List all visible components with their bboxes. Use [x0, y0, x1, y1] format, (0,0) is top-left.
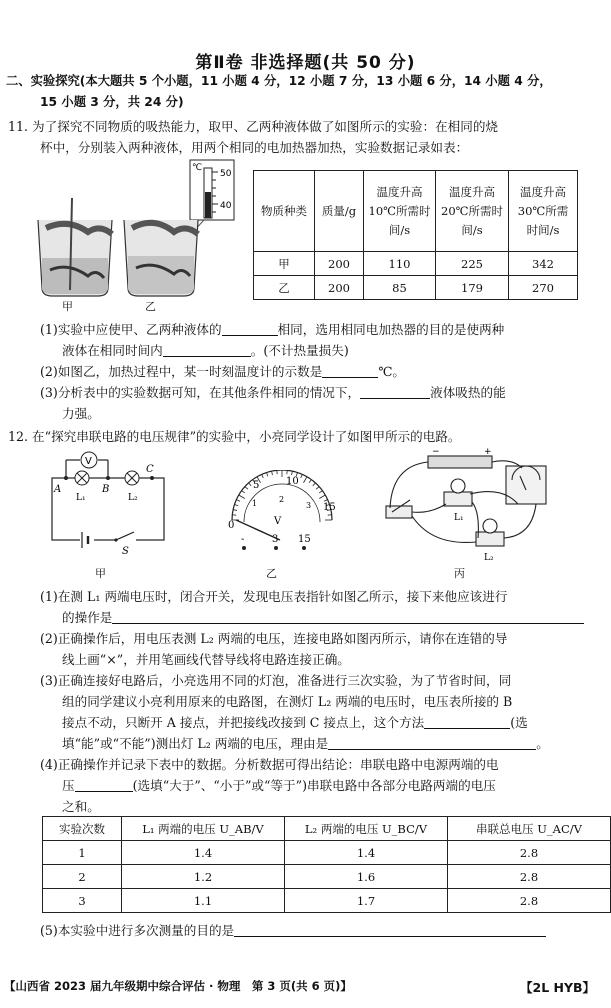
beaker-jia	[38, 198, 112, 296]
q12-sub4-cont2: 之和。	[62, 799, 100, 814]
table-row: 乙 200 85 179 270	[254, 276, 578, 300]
table-row: 2 1.2 1.6 2.8	[43, 865, 611, 889]
answer-blank[interactable]	[322, 363, 378, 378]
dial-tick	[242, 491, 245, 493]
q12-data-table	[42, 816, 611, 913]
dial-tick	[236, 500, 240, 502]
q12-header-uac: 串联总电压 U_AC/V	[448, 817, 611, 841]
fig-label-bing: 丙	[454, 567, 465, 580]
dial-tick	[234, 505, 238, 506]
lamp-l1-base	[444, 492, 472, 506]
q12-sub1: (1)在测 L₁ 两端电压时，闭合开关，发现电压表指针如图乙所示，接下来他应该进行	[40, 589, 508, 604]
svg-text:L₂: L₂	[484, 553, 494, 563]
svg-text:V: V	[85, 456, 92, 467]
q12-sub3: (3)正确连接好电路后，小亮选用不同的灯泡，准备进行三次实验，为了节省时间，同	[40, 673, 512, 688]
dial-tick	[267, 472, 268, 476]
thermometer-tick-50: 50	[220, 169, 232, 179]
q12-sub3-cont2: 接点不动，只断开 A 接点，并把接线改接到 C 接点上，这个方法 (选	[62, 715, 528, 730]
dial-tick	[249, 483, 252, 486]
svg-text:V: V	[274, 516, 282, 527]
q11-data-table	[253, 170, 578, 300]
svg-text:S: S	[122, 546, 129, 557]
voltmeter-dial	[222, 470, 342, 560]
answer-blank[interactable]	[163, 342, 251, 357]
q12-sub4-cont: 压 (选填“大于”、“小于”或“等于”)串联电路中各部分电路两端的电压	[62, 778, 496, 793]
dial-tick	[313, 483, 316, 486]
svg-text:−: −	[432, 447, 440, 457]
q11-header-20deg: 温度升高20℃所需时间/s	[436, 171, 509, 252]
dial-tick	[319, 495, 325, 499]
q12-sub4: (4)正确操作并记录下表中的数据。分析数据可得出结论：串联电路中电源两端的电	[40, 757, 499, 772]
q12-sub3-cont3: 填“能”或“不能”)测出灯 L₂ 两端的电压，理由是 。	[62, 736, 549, 751]
dial-tick	[239, 495, 245, 499]
answer-blank[interactable]	[75, 777, 133, 792]
thermometer-tick-40: 40	[220, 201, 232, 211]
part-heading-line1: 二、实验探究(本大题共 5 个小题，11 小题 4 分，12 小题 7 分，13 小题 6 分，14 小题 4 分，	[6, 74, 552, 88]
footer-left: 【山西省 2023 届九年级期中综合评估 · 物理 第 3 页(共 6 页)】	[4, 979, 352, 993]
svg-text:L₁: L₁	[454, 513, 464, 523]
beakers-figure	[28, 158, 250, 316]
q11-header-mass: 质量/g	[315, 171, 364, 252]
q12-header-trial: 实验次数	[43, 817, 122, 841]
q11-sub1: (1)实验中应使甲、乙两种液体的 相同，选用相同电加热器的目的是使两种	[40, 322, 505, 337]
q11-header-30deg: 温度升高30℃所需时间/s	[509, 171, 578, 252]
q11-sub3-cont: 力强。	[62, 406, 100, 421]
dial-tick	[233, 510, 237, 511]
dial-tick	[319, 491, 322, 493]
dial-tick	[301, 474, 303, 478]
svg-text:15: 15	[323, 502, 336, 513]
svg-text:15: 15	[298, 534, 311, 545]
beaker-yi	[124, 220, 198, 296]
q12-sub2: (2)正确操作后，用电压表测 L₂ 两端的电压，连接电路如图丙所示，请你在连错的导	[40, 631, 508, 646]
svg-text:0: 0	[228, 520, 235, 531]
fig-label-jia: 甲	[95, 567, 106, 580]
q12-header-uab: L₁ 两端的电压 U_AB/V	[122, 817, 285, 841]
q12-sub1-cont: 的操作是	[62, 608, 584, 627]
dial-tick	[292, 471, 293, 475]
answer-blank[interactable]	[112, 609, 584, 624]
q12-sub2-cont: 线上画“×”，并用笔画线代替导线将电路连接正确。	[62, 652, 350, 667]
dial-tick	[304, 477, 308, 483]
q12-sub5: (5)本实验中进行多次测量的目的是	[40, 921, 546, 940]
beaker-label-jia: 甲	[62, 300, 73, 313]
dial-tick	[309, 480, 311, 483]
q11-line2: 杯中，分别装入两种液体，用两个相同的电加热器加热，实验数据记录如表：	[40, 140, 469, 155]
battery-box	[428, 456, 492, 468]
q12-header-ubc: L₂ 两端的电压 U_BC/V	[285, 817, 448, 841]
fig-label-yi: 乙	[266, 567, 277, 580]
answer-blank[interactable]	[424, 714, 510, 729]
footer-right: 【2L HYB】	[520, 980, 596, 995]
svg-text:3: 3	[306, 501, 312, 510]
svg-text:10: 10	[286, 476, 299, 487]
q11-sub2: (2)如图乙，加热过程中，某一时刻温度计的示数是 ℃。	[40, 364, 405, 379]
svg-text:A: A	[54, 484, 62, 495]
answer-blank[interactable]	[222, 321, 278, 336]
circuit-diagram-jia	[40, 448, 180, 558]
answer-blank[interactable]	[234, 922, 546, 937]
table-row: 3 1.1 1.7 2.8	[43, 889, 611, 913]
svg-text:2: 2	[279, 495, 285, 504]
dial-tick	[316, 487, 319, 490]
svg-text:L₁: L₁	[76, 493, 86, 503]
q11-header-substance: 物质种类	[254, 171, 315, 252]
svg-text:L₂: L₂	[128, 493, 138, 503]
lamp-l2-base	[476, 532, 504, 546]
svg-text:3: 3	[272, 534, 279, 545]
svg-text:5: 5	[253, 480, 260, 491]
q12-line1: 12. 在“探究串联电路的电压规律”的实验中，小亮同学设计了如图甲所示的电路。	[8, 429, 461, 444]
answer-blank[interactable]	[328, 735, 536, 750]
q11-header-10deg: 温度升高10℃所需时间/s	[364, 171, 436, 252]
table-row: 1 1.4 1.4 2.8	[43, 841, 611, 865]
q11-sub3: (3)分析表中的实验数据可知，在其他条件相同的情况下， 液体吸热的能	[40, 385, 506, 400]
dial-tick	[262, 474, 264, 478]
svg-text:-: -	[241, 534, 245, 545]
part-heading-line2: 15 小题 3 分，共 24 分)	[40, 95, 184, 109]
thermometer-unit: ℃	[192, 163, 203, 173]
q12-sub3-cont1: 组的同学建议小亮利用原来的电路图，在测灯 L₂ 两端的电压时，电压表所接的 B	[62, 694, 513, 709]
section-title: 第Ⅱ卷 非选择题(共 50 分)	[195, 53, 416, 73]
real-circuit-bing	[372, 446, 557, 566]
q11-sub1-cont: 液体在相同时间内 。(不计热量损失)	[62, 343, 349, 358]
q11-line1: 11. 为了探究不同物质的吸热能力，取甲、乙两种液体做了如图所示的实验：在相同的烧	[8, 119, 499, 134]
answer-blank[interactable]	[360, 384, 430, 399]
svg-text:C: C	[146, 464, 154, 475]
beaker-label-yi: 乙	[145, 300, 156, 313]
svg-text:+: +	[484, 447, 492, 457]
svg-text:B: B	[102, 484, 110, 495]
dial-tick	[272, 471, 273, 475]
svg-text:1: 1	[252, 499, 258, 508]
table-row: 甲 200 110 225 342	[254, 252, 578, 276]
dial-tick	[245, 487, 248, 490]
